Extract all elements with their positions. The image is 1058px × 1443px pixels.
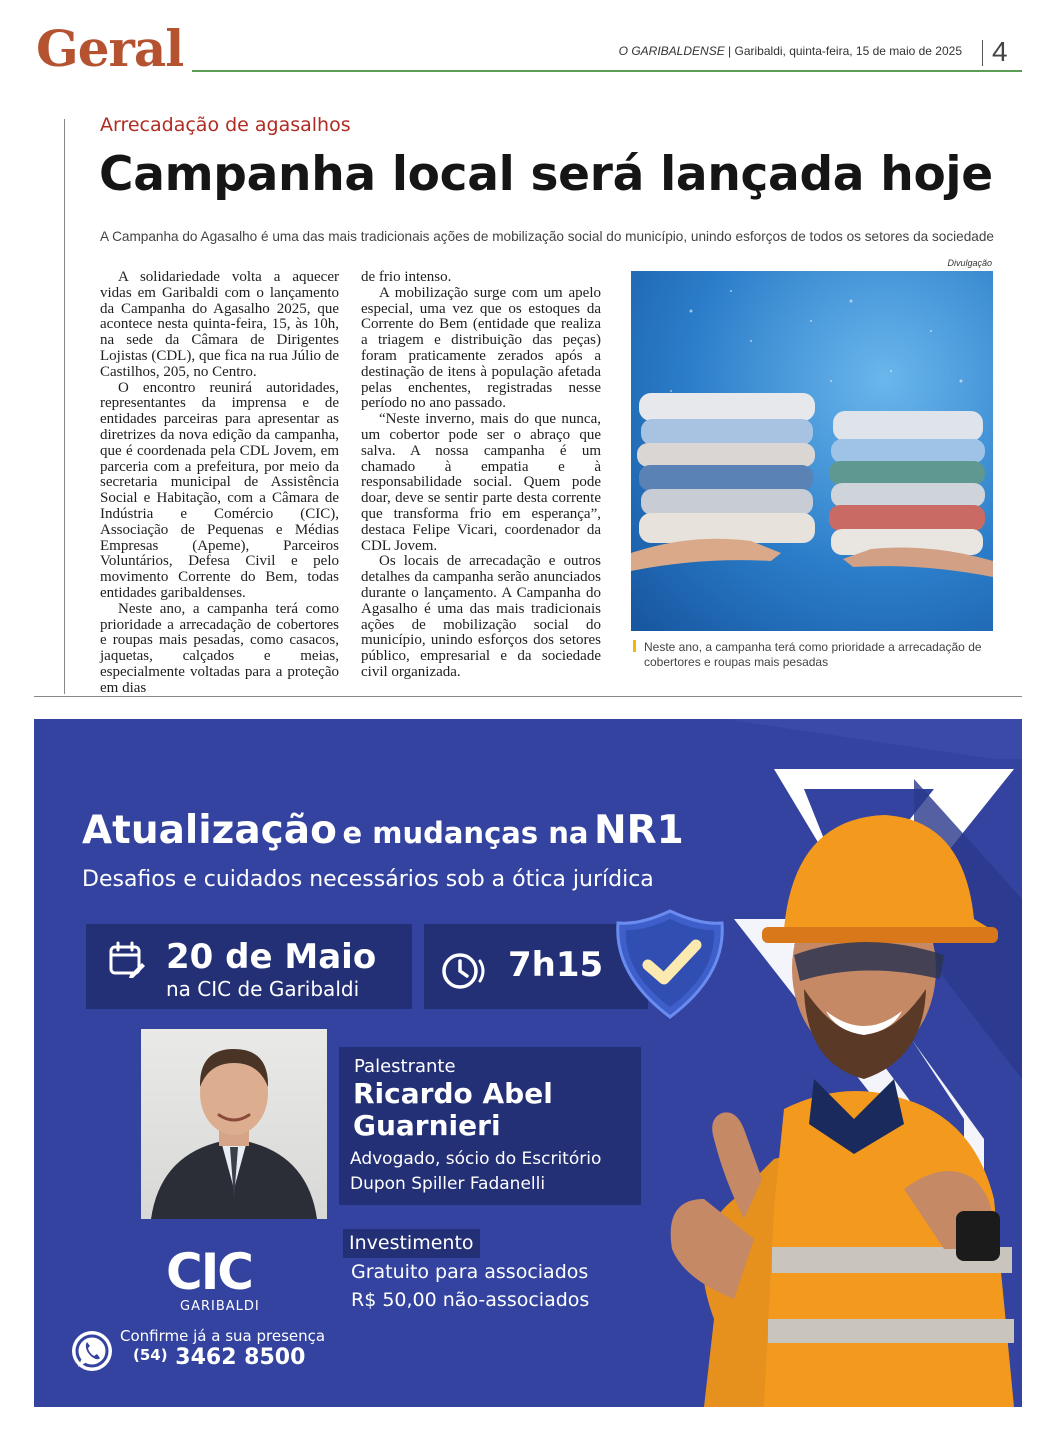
nr1-event-advertisement <box>34 719 1022 1407</box>
calendar-icon <box>108 941 146 979</box>
shield-check-icon <box>610 905 730 1025</box>
header-rule <box>192 70 1022 72</box>
event-venue: na CIC de Garibaldi <box>166 977 360 1001</box>
event-time: 7h15 <box>508 945 604 985</box>
clothes-photo-illustration <box>631 271 993 631</box>
page-number-divider <box>982 40 983 66</box>
phone-number <box>133 1345 305 1370</box>
page-number: 4 <box>992 36 1008 67</box>
paragraph: Neste ano, a campanha terá como prioridade a arrecadação de cobertores e roupas mais pesadas, como casacos, jaquetas, calçados e meias, especialmente voltadas para a proteção em dias <box>100 600 339 696</box>
paragraph: A solidariedade volta a aquecer vidas em Garibaldi com o lançamento da Campanha do Agasalho 2025, que acontece nesta quinta-feira, 15, às 10h, na sede da Câmara de Dirigentes Lojistas (CDL), que fica na rua Júlio de Castilhos, 205, no Centro. <box>100 269 339 380</box>
event-date: 20 de Maio <box>166 937 377 977</box>
article-column-1 <box>100 270 339 697</box>
article-headline: Campanha local será lançada hoje <box>99 147 993 202</box>
ad-subtitle: Desafios e cuidados necessários sob a ótica jurídica <box>82 867 654 892</box>
caption-marker <box>633 640 636 652</box>
masthead <box>560 44 962 58</box>
ad-title-part-3: NR1 <box>593 808 684 853</box>
speaker-label: Palestrante <box>354 1056 456 1077</box>
article-photo <box>631 271 993 631</box>
masthead-separator: | <box>728 44 732 58</box>
publication-name: O GARIBALDENSE <box>618 44 725 58</box>
ad-title-part-1: Atualização <box>82 808 337 853</box>
worker-illustration <box>644 779 1022 1407</box>
article-side-rule <box>64 119 65 694</box>
cic-logo-subtext: GARIBALDI <box>180 1299 260 1314</box>
price-members: Gratuito para associados <box>351 1261 589 1283</box>
photo-credit: Divulgação <box>947 258 992 268</box>
phone-digits: 3462 8500 <box>175 1345 306 1370</box>
article-kicker: Arrecadação de agasalhos <box>100 114 351 136</box>
speaker-description <box>350 1147 640 1197</box>
paragraph: A mobilização surge com um apelo especial, uma vez que os estoques da Corrente do Bem (entidade que realiza a triagem e distribuição das peças) foram praticamente zerados após a destinação de itens à população afetada pelas enchentes, registradas nesse período no ano passado. <box>361 284 601 412</box>
article-deck: A Campanha do Agasalho é uma das mais tradicionais ações de mobilização social do município, unindo esforços de todos os setores da sociedade <box>100 229 994 244</box>
ad-title-part-2: e mudanças na <box>342 816 589 850</box>
cic-logo: CIC <box>166 1243 252 1301</box>
phone-area-code: (54) <box>133 1346 168 1364</box>
speaker-description-line-2: Dupon Spiller Fadanelli <box>350 1174 546 1194</box>
speaker-photo <box>141 1029 327 1219</box>
ad-title <box>82 808 684 853</box>
clock-icon <box>440 951 486 991</box>
paragraph: “Neste inverno, mais do que nunca, um cobertor pode ser o abraço que salva. A nossa campanha é um chamado à empatia e à responsabilidade social. Quem pode doar, deve se sentir parte desta corrente que transforma frio em esperança”, destaca Felipe Vicari, coordenador da CDL Jovem. <box>361 411 601 554</box>
photo-caption: Neste ano, a campanha terá como prioridade a arrecadação de cobertores e roupas mais pesadas <box>644 640 982 669</box>
article-bottom-rule <box>34 696 1022 697</box>
section-title: Geral <box>36 19 184 78</box>
speaker-name: Ricardo Abel Guarnieri <box>353 1077 553 1142</box>
investment-label: Investimento <box>343 1229 480 1258</box>
confirm-text: Confirme já a sua presença <box>120 1327 326 1345</box>
paragraph: Os locais de arrecadação e outros detalhes da campanha serão anunciados durante o lançamento. A Campanha do Agasalho é uma das mais tradicionais ações de mobilização social do município, unindo esforços dos setores público, empresarial e da sociedade civil organizada. <box>361 553 601 680</box>
dateline: Garibaldi, quinta-feira, 15 de maio de 2025 <box>734 44 962 58</box>
paragraph: O encontro reunirá autoridades, representantes da imprensa e de entidades parceiras para apresentar as diretrizes da nova edição da campanha, que é coordenada pela CDL Jovem, em parceria com a prefeitura, por meio da secretaria municipal de Assistência Social e Habitação, com a Câmara de Indústria e Comércio (CIC), Associação de Pequenas e Médias Empresas (Apeme), Parceiros Voluntários, Defesa Civil e pelo movimento Corrente do Bem, todas entidades garibaldenses. <box>100 379 339 601</box>
whatsapp-icon <box>70 1329 114 1373</box>
paragraph-continued: de frio intenso. <box>361 269 452 285</box>
article-column-2 <box>361 270 601 681</box>
speaker-portrait <box>141 1029 327 1219</box>
price-nonmembers: R$ 50,00 não-associados <box>351 1289 590 1311</box>
speaker-description-line-1: Advogado, sócio do Escritório <box>350 1149 602 1169</box>
